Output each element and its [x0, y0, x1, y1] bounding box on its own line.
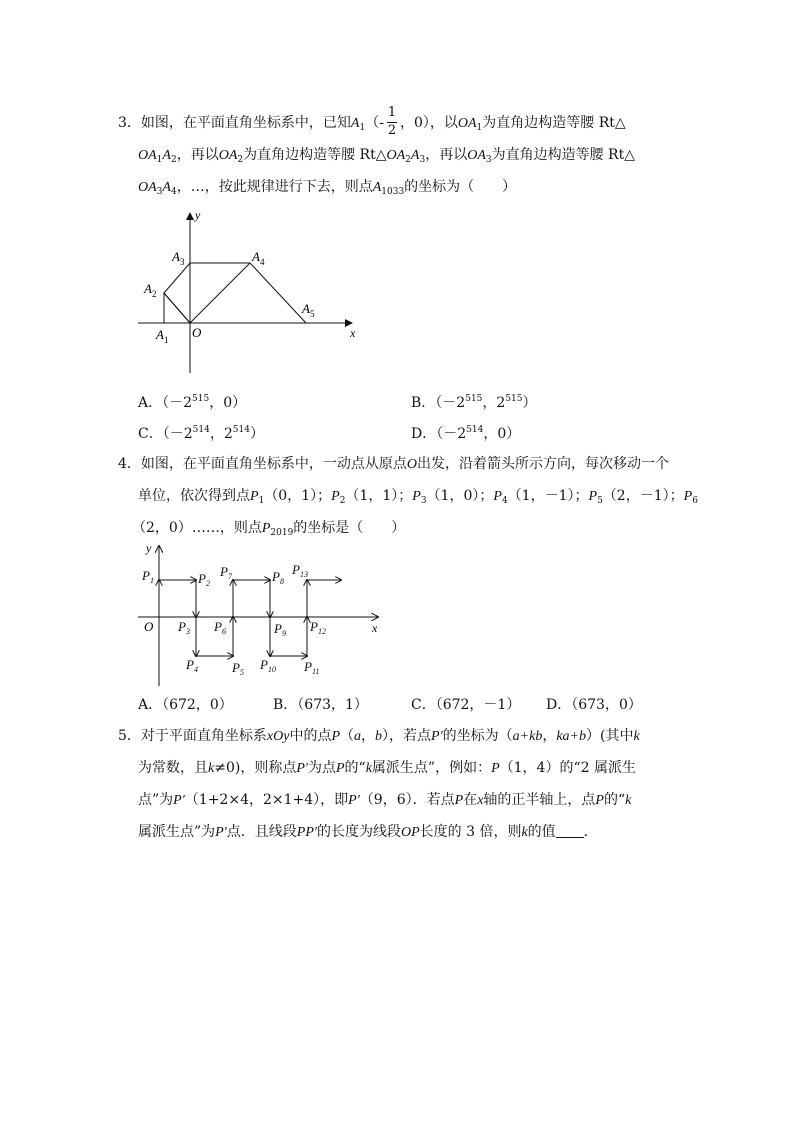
q4-option-C[interactable]: C．（672，－1） [411, 697, 521, 713]
q4-option-D[interactable]: D．（673，0） [546, 697, 642, 713]
q3-figure [130, 205, 370, 380]
q3-segment-OA2 [164, 293, 190, 323]
q4-figure [138, 538, 388, 688]
q4-line-3: （2，0）……，则点$P_{2019}$的坐标是（ ） [132, 520, 406, 538]
q3-label-A1: $A_1$ [156, 327, 169, 345]
q5-number: 5． [118, 728, 141, 744]
q4-option-B[interactable]: B．（673，1） [273, 697, 368, 713]
q4-label-P3: $P_3$ [178, 619, 190, 636]
q3-label-A3: $A_3$ [172, 249, 185, 267]
q3-line-1: 3．如图，在平面直角坐标系中，已知$A_1(-$ $\frac{1}{2}$ ，0），以$OA_1$为直角边构造等腰 Rt△ [118, 105, 626, 138]
q3-line-3: $OA_3A_4$，…，按此规律进行下去，则点$A_{1033}$的坐标为（ ） [138, 179, 517, 197]
q3-triangle-path [164, 263, 306, 323]
q4-label-O: O [144, 619, 154, 634]
q4-line-2: 单位，依次得到点$P_1(0$，1）；$P_2(1$，1）；$P_3(1$，0）；$P_4(1$，－1）；$P_5(2$，－1）；$P_6$ [138, 488, 698, 506]
q4-line-1: 4．如图，在平面直角坐标系中，一动点从原点O出发，沿着箭头所示方向，每次移动一个 [118, 456, 670, 472]
q5-line-4: 属派生点”为P′点．且线段PP′的长度为线段OP长度的 3 倍，则k的值 ． [138, 824, 598, 840]
q4-label-P10: $P_{10}$ [260, 657, 276, 674]
q4-label-y: y [146, 541, 152, 555]
q3-label-O: O [192, 325, 202, 340]
q3-option-B[interactable]: B．（$-2^{515}$，$2^{515}$） [411, 394, 537, 411]
q4-label-P13: $P_{13}$ [292, 562, 308, 579]
q3-option-D[interactable]: D．（$-2^{514}$，0） [411, 425, 521, 442]
fraction-one-half: $\frac{1}{2}$ [387, 105, 397, 138]
q4-label-P12: $P_{12}$ [310, 619, 326, 636]
q5-line-3: 点”为P′（1+2×4，2×1+4），即P′（9，6）．若点P在x轴的正半轴上，点P的“k [138, 792, 632, 808]
q4-label-P11: $P_{11}$ [304, 659, 320, 676]
q3-label-A2: $A_2$ [144, 281, 157, 299]
q3-segment-A2A3 [164, 263, 190, 293]
q3-label-A4: $A_4$ [252, 249, 265, 267]
q3-line-2: $OA_1A_2$，再以$OA_2$为直角边构造等腰 $Rt\triangle OA_2A_3$，再以$OA_3$为直角边构造等腰 Rt△ [138, 147, 635, 165]
q3-option-C[interactable]: C．（$-2^{514}$，$2^{514}$） [138, 425, 264, 442]
q4-label-P1: $P_1$ [142, 568, 154, 585]
q3-label-y: y [195, 208, 201, 222]
q3-number: 3． [118, 115, 141, 131]
q4-label-P2: $P_2$ [198, 571, 210, 588]
q3-label-x: x [350, 326, 356, 340]
q4-option-A[interactable]: A．（672，0） [138, 697, 233, 713]
q4-label-P4: $P_4$ [186, 657, 198, 674]
q4-number: 4． [118, 456, 141, 472]
q5-line-1: 5．对于平面直角坐标系xOy中的点P（a，b），若点P′的坐标为（a+kb，ka+b）(其中k [118, 728, 640, 744]
answer-blank[interactable] [556, 823, 584, 838]
q4-label-P8: $P_8$ [272, 569, 284, 586]
q4-label-P9: $P_9$ [274, 621, 286, 638]
q4-path [159, 580, 341, 656]
q3-label-A5: $A_5$ [302, 301, 315, 319]
q4-label-x: x [372, 621, 378, 635]
q4-label-P7: $P_7$ [220, 564, 232, 581]
q3-segment-OA4 [190, 263, 250, 323]
q4-label-P5: $P_5$ [232, 660, 244, 677]
q4-label-P6: $P_6$ [214, 619, 226, 636]
q5-line-2: 为常数，且k≠0)，则称点P′为点P的“k属派生点”，例如：P（1，4）的“2 属派生 [138, 760, 636, 776]
q3-option-A[interactable]: A．（$-2^{515}$，0） [138, 394, 247, 411]
